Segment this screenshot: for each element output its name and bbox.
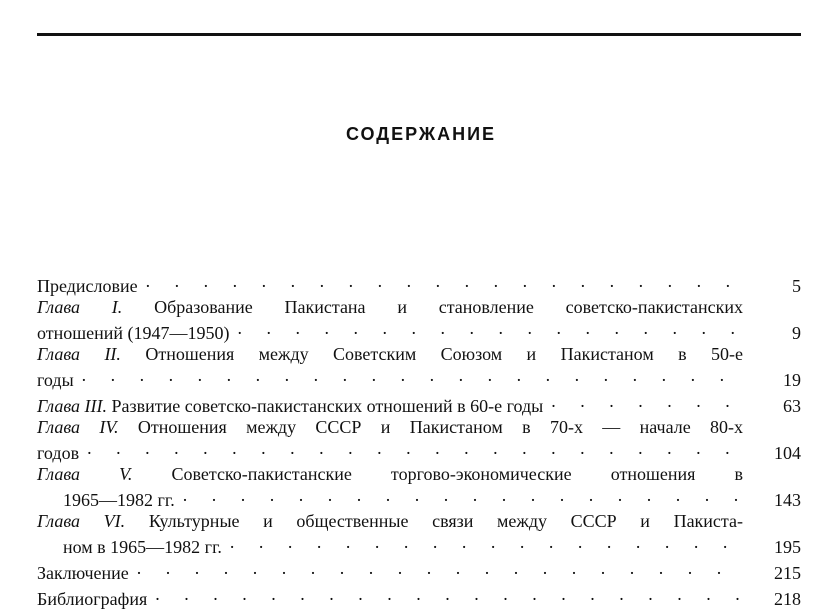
- dot-leader: [87, 438, 743, 459]
- page-number: 215: [774, 563, 801, 583]
- toc-entry-title: Библиография: [37, 589, 148, 609]
- toc-entry-preface: [37, 271, 801, 297]
- page-number: 218: [774, 589, 801, 609]
- chapter-title-line-1: Культурные и общественные связи между СССР и Пакиста-: [148, 511, 743, 531]
- toc-entry-chapter-4: [37, 417, 801, 464]
- page-number: 63: [783, 396, 801, 416]
- chapter-label: Глава IV.: [37, 417, 119, 437]
- toc-entry-title: Предисловие: [37, 276, 138, 296]
- page-number: 195: [774, 537, 801, 557]
- dot-leader: [238, 318, 744, 339]
- chapter-title-line-1: Отношения между Советским Союзом и Пакистаном в 50-е: [145, 344, 743, 364]
- chapter-title-line-1: Советско-пакистанские торгово-экономические отношения в: [171, 464, 743, 484]
- toc-entry-chapter-2: [37, 344, 801, 391]
- toc-entry-title: Заключение: [37, 563, 129, 583]
- dot-leader: [183, 485, 743, 506]
- toc-entry-chapter-6: [37, 511, 801, 558]
- chapter-label: Глава V.: [37, 464, 133, 484]
- chapter-title-line-2: годы: [37, 370, 74, 390]
- chapter-title-line-1: Отношения между СССР и Пакистаном в 70-х — начале 80-х: [137, 417, 744, 437]
- page-number: 143: [774, 490, 801, 510]
- chapter-label: Глава III.: [37, 396, 108, 416]
- toc-entry-conclusion: [37, 558, 801, 584]
- dot-leader: [146, 271, 743, 292]
- chapter-label: Глава VI.: [37, 511, 126, 531]
- dot-leader: [137, 558, 743, 579]
- toc-entry-chapter-1: [37, 297, 801, 344]
- chapter-title-line-1: Развитие советско-пакистанских отношений в 60-е годы: [111, 396, 544, 416]
- page-number: 104: [774, 443, 801, 463]
- toc-entry-chapter-5: [37, 464, 801, 511]
- chapter-title-line-1: Образование Пакистана и становление советско-пакистанских: [154, 297, 743, 317]
- page-number: 9: [792, 323, 801, 343]
- page-number: 19: [783, 370, 801, 390]
- table-of-contents: [37, 271, 801, 610]
- page-title: СОДЕРЖАНИЕ: [345, 124, 497, 144]
- chapter-label: Глава II.: [37, 344, 121, 364]
- toc-entry-bibliography: [37, 584, 801, 610]
- page-number: 5: [792, 276, 801, 296]
- dot-leader: [551, 391, 743, 412]
- dot-leader: [230, 532, 743, 553]
- top-rule: [37, 33, 801, 36]
- chapter-label: Глава I.: [37, 297, 123, 317]
- chapter-title-line-2: годов: [37, 443, 80, 463]
- chapter-title-line-2: отношений (1947—1950): [37, 323, 230, 343]
- dot-leader: [155, 584, 743, 605]
- dot-leader: [82, 365, 743, 386]
- toc-entry-chapter-3: [37, 391, 801, 417]
- chapter-title-line-2: ном в 1965—1982 гг.: [63, 537, 222, 557]
- chapter-title-line-2: 1965—1982 гг.: [63, 490, 175, 510]
